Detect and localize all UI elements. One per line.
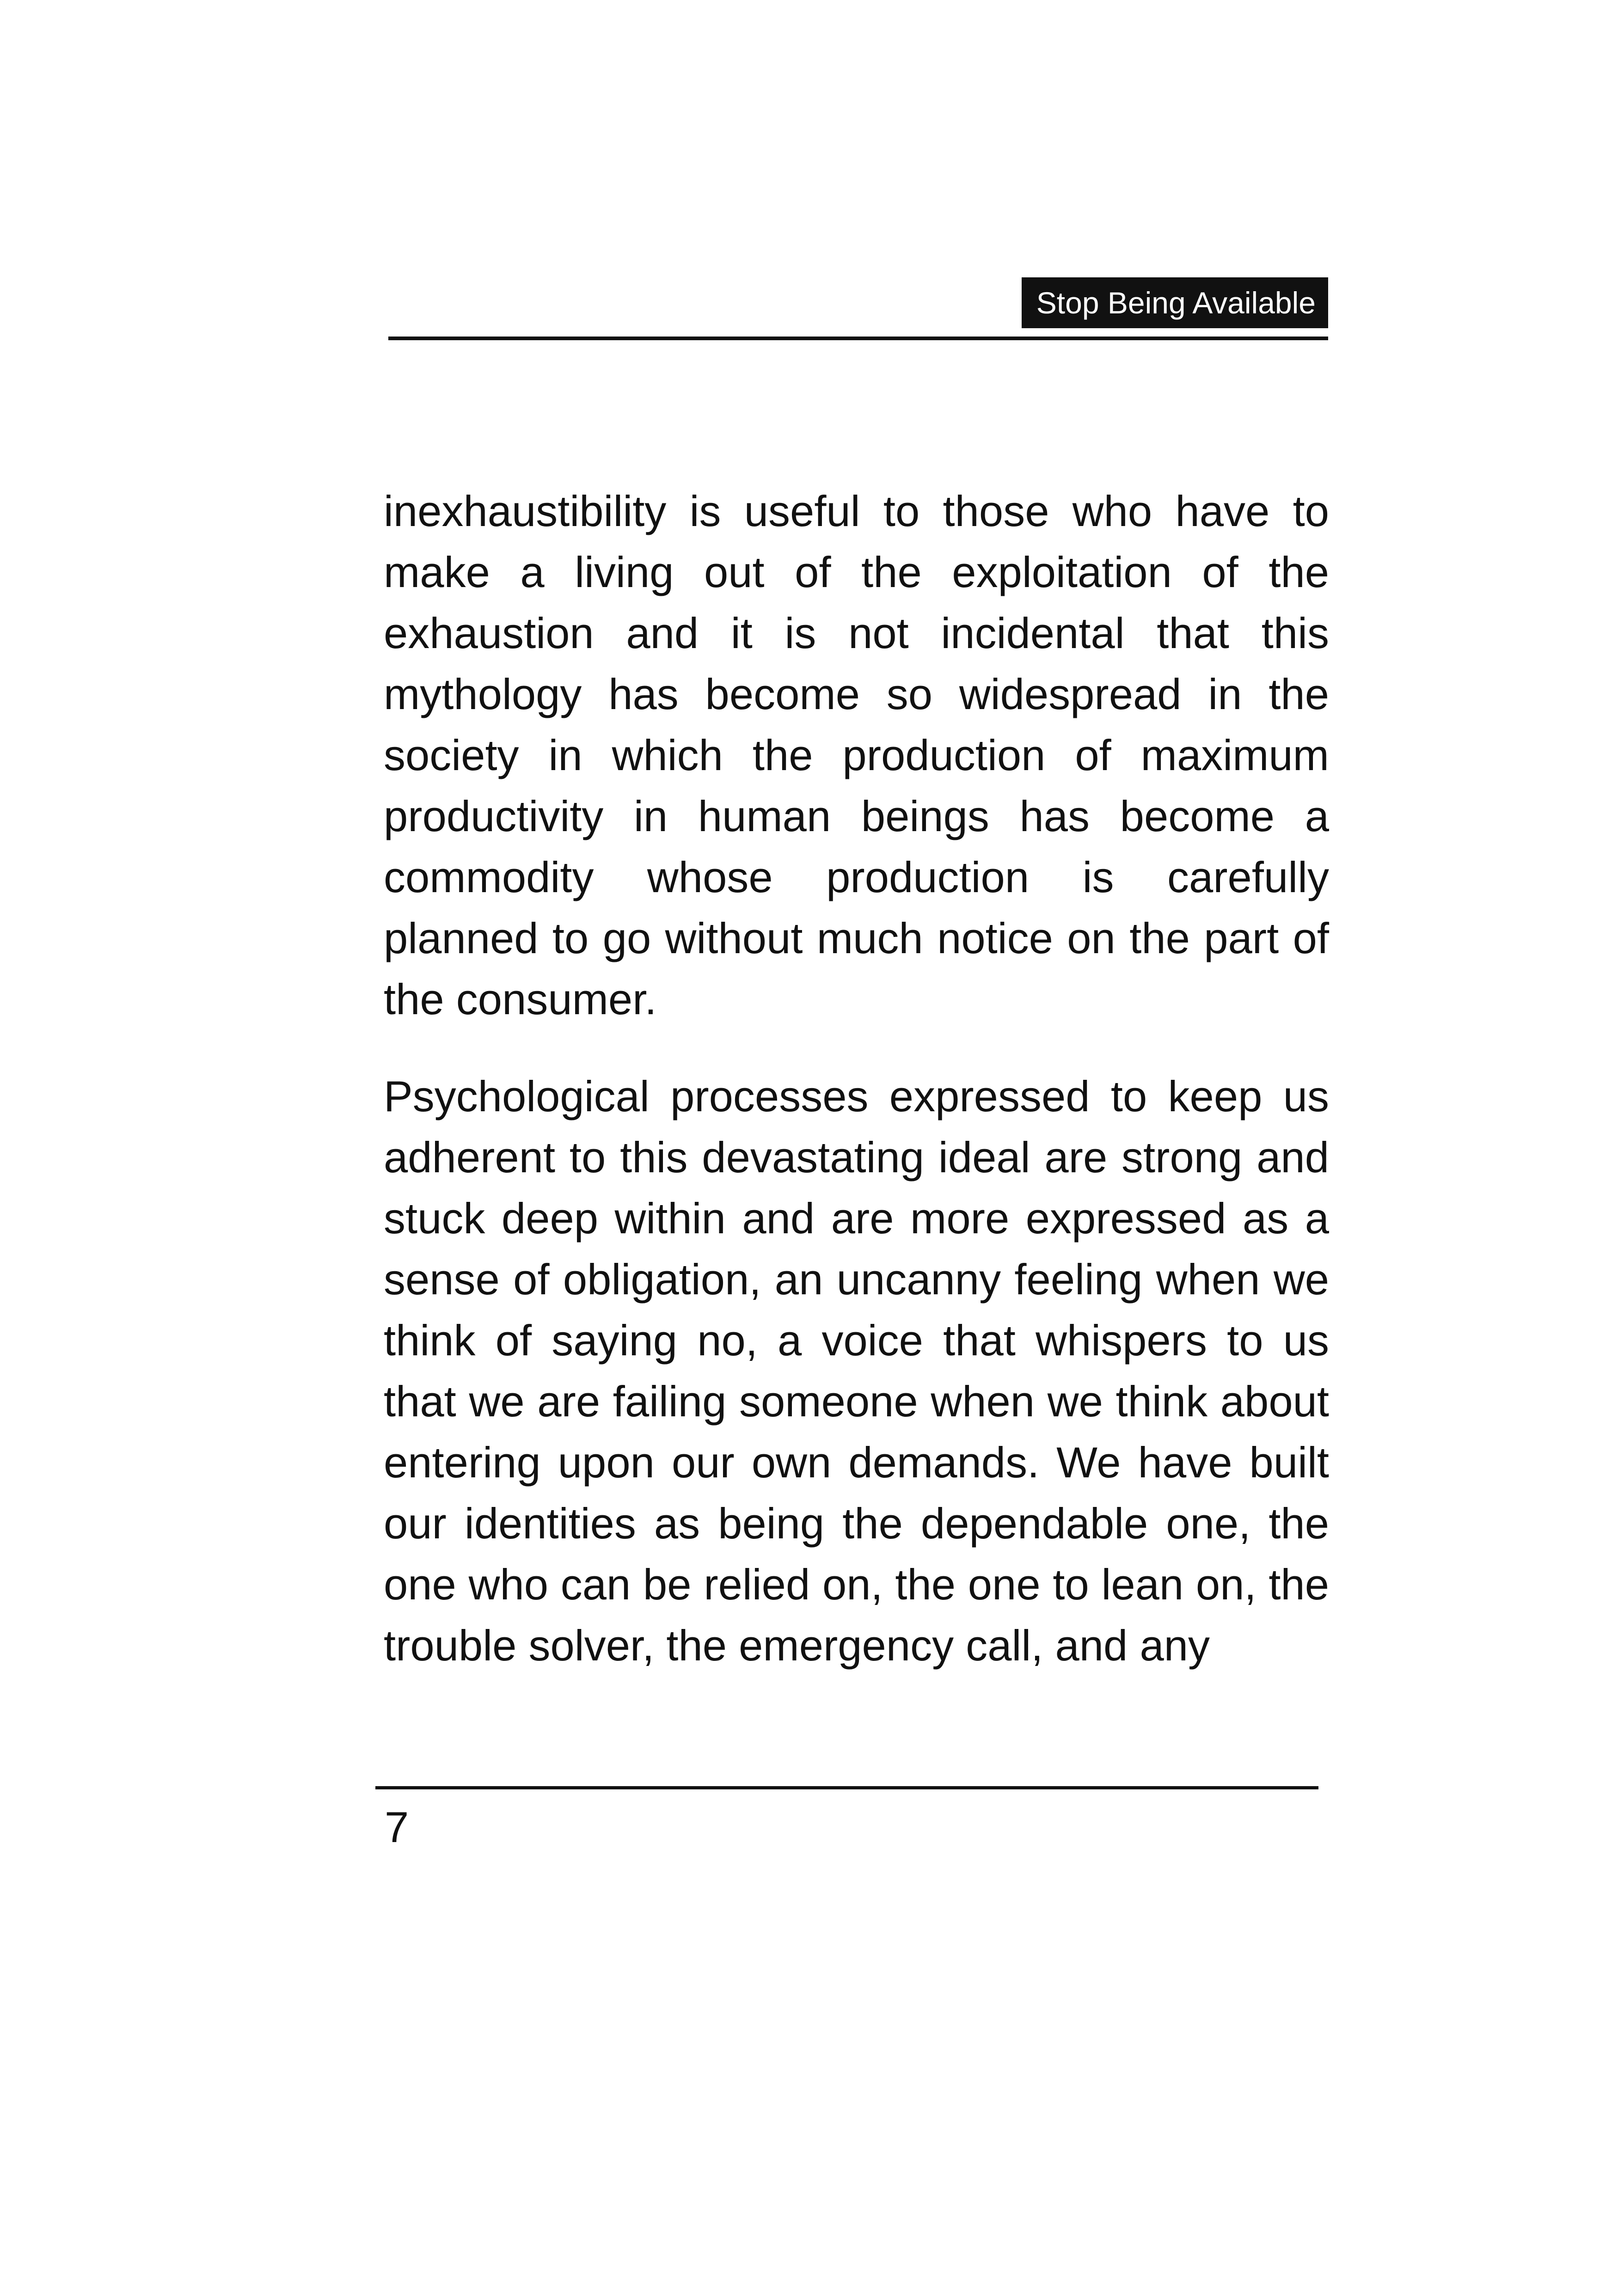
body-paragraph: Psychological processes expressed to keep us adherent to this devastating ideal are strong and stuck deep within and are more expressed as a sense of obligation, an uncanny feeling when we think of saying no, a voice that whispers to us that we are failing someone when we think about entering upon our own demands. We have built our identities as being the dependable one, the one who can be relied on, the one to lean on, the trouble solver, the emergency call, and any — [384, 1072, 1329, 1670]
footer-divider — [375, 1786, 1318, 1789]
body-text — [384, 481, 1329, 1676]
header-divider — [388, 337, 1328, 340]
body-paragraph: inexhaustibility is useful to those who have to make a living out of the exploitation of the exhaustion and it is not incidental that this mythology has become so widespread in the society in which the production of maximum productivity in human beings has become a commodity whose production is carefully planned to go without much notice on the part of the consumer. — [384, 487, 1329, 1023]
page-number: 7 — [385, 1803, 409, 1851]
running-header-title: Stop Being Available — [1022, 277, 1328, 328]
